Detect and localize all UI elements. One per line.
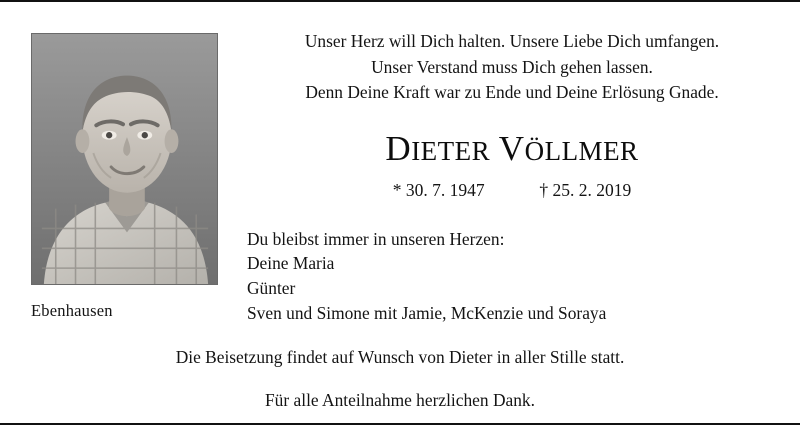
verse-line-1: Unser Herz will Dich halten. Unsere Liebe Dich umfangen. (304, 31, 720, 51)
place-name: Ebenhausen (31, 301, 113, 320)
death-date: 25. 2. 2019 (552, 179, 632, 200)
footer-line-2: Für alle Anteilnahme herzlichen Dank. (265, 390, 535, 411)
footer-line-1: Die Beisetzung findet auf Wunsch von Dieter in aller Stille statt. (175, 347, 625, 367)
life-dates (247, 180, 777, 201)
portrait-block (31, 33, 218, 321)
deceased-first-name: DIETER (385, 128, 491, 168)
mourner-3: Sven und Simone mit Jamie, McKenzie und Soraya (247, 302, 607, 323)
birth-symbol: * (392, 179, 402, 200)
deceased-name (247, 128, 777, 168)
deceased-last-name: VÖLLMER (498, 128, 639, 168)
death-symbol: † (539, 179, 549, 200)
mourner-2: Günter (247, 278, 296, 299)
verse-line-2: Unser Verstand muss Dich gehen lassen. (371, 56, 653, 77)
footer-notes (0, 344, 800, 413)
notice-content (247, 29, 777, 326)
dedication-intro: Du bleibst immer in unseren Herzen: (247, 228, 505, 249)
portrait-photo (31, 33, 218, 285)
memorial-verse (247, 29, 777, 106)
dedication-block (247, 227, 777, 326)
birth-date: 30. 7. 1947 (405, 179, 485, 200)
verse-line-3: Denn Deine Kraft war zu Ende und Deine Erlösung Gnade. (305, 82, 719, 103)
mourner-1: Deine Maria (247, 253, 335, 274)
